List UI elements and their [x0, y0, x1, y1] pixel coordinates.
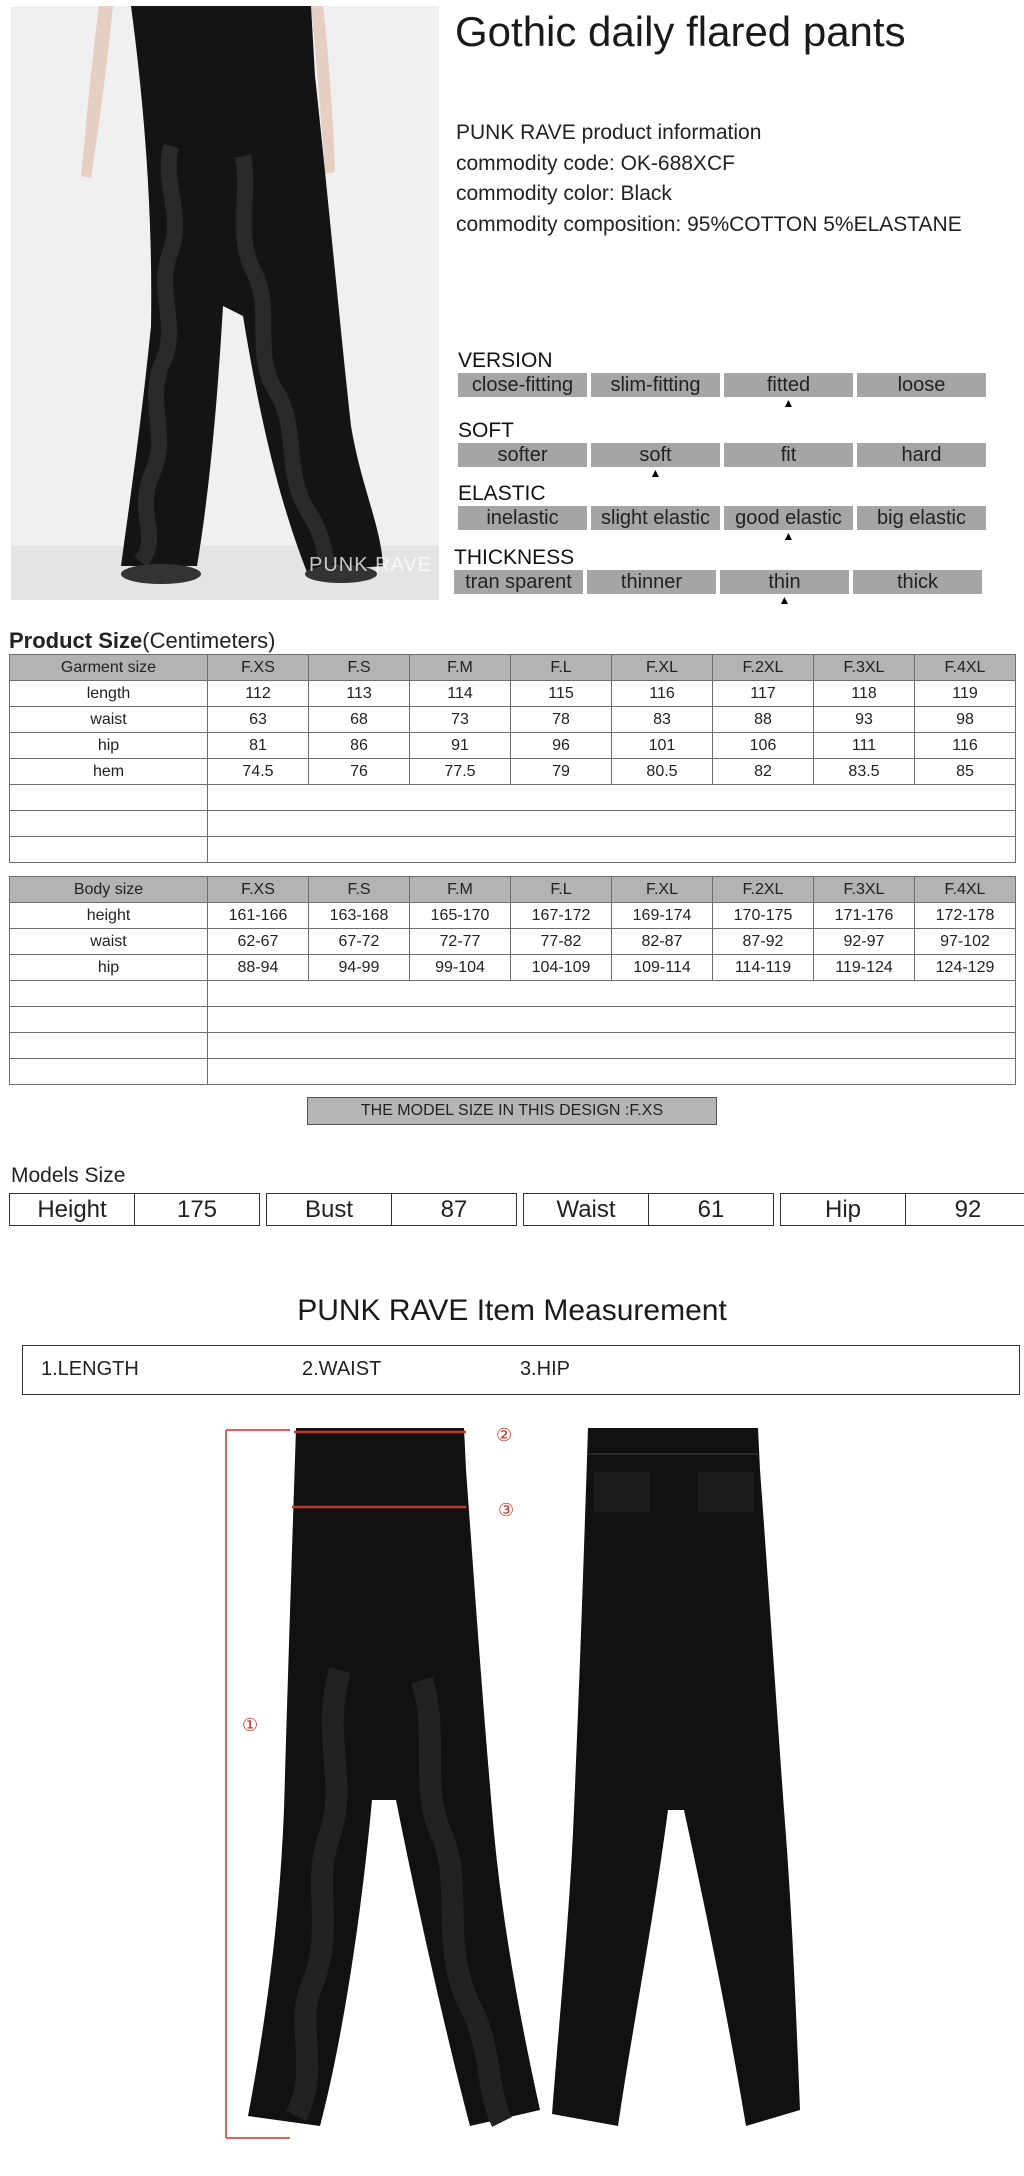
front-pants	[248, 1428, 540, 2126]
info-brand: PUNK RAVE product information	[456, 121, 762, 144]
table-row-empty	[10, 981, 1016, 1007]
attr-option-selected: soft ▲	[591, 443, 720, 467]
attr-option-selected: fitted ▲	[724, 373, 853, 397]
attr-option: hard	[857, 443, 986, 467]
attr-option: big elastic	[857, 506, 986, 530]
info-color: commodity color: Black	[456, 182, 672, 205]
table-header-row: Body size F.XS F.S F.M F.L F.XL F.2XL F.3XL F.4XL	[10, 877, 1016, 903]
attr-option: slim-fitting	[591, 373, 720, 397]
model-label: Hip	[824, 1196, 861, 1223]
attr-version	[458, 349, 986, 410]
back-pocket-left	[594, 1472, 650, 1512]
model-value: 87	[391, 1194, 516, 1225]
attr-option: thick	[853, 570, 982, 594]
attr-option-selected: thin ▲	[720, 570, 849, 594]
marker-length: ①	[242, 1715, 259, 1736]
table-row: hem 74.5 76 77.5 79 80.5 82 83.5 85	[10, 759, 1016, 785]
model-value: 175	[134, 1194, 259, 1225]
table-row: length 112 113 114 115 116 117 118 119	[10, 681, 1016, 707]
back-pants	[552, 1428, 800, 2126]
product-size-table	[9, 654, 1016, 863]
selected-marker-icon: ▲	[778, 593, 791, 607]
measurement-legend	[22, 1345, 1020, 1395]
model-label: Height	[37, 1196, 107, 1223]
attr-option: slight elastic	[591, 506, 720, 530]
info-code: commodity code: OK-688XCF	[456, 151, 735, 175]
table-row: hip 88-94 94-99 99-104 104-109 109-114 114-119 119-124 124-129	[10, 955, 1016, 981]
model-value: 92	[905, 1194, 1024, 1225]
legend-hip: 3.HIP	[520, 1358, 571, 1380]
selected-marker-icon: ▲	[782, 529, 795, 543]
info-composition: commodity composition: 95%COTTON 5%ELASTANE	[456, 212, 962, 236]
selected-marker-icon: ▲	[649, 466, 662, 480]
table-row-empty	[10, 1007, 1016, 1033]
table-row: hip 81 86 91 96 101 106 111 116	[10, 733, 1016, 759]
model-value: 61	[648, 1194, 773, 1225]
legend-waist: 2.WAIST	[302, 1358, 382, 1380]
attr-option: thinner	[587, 570, 716, 594]
product-info	[456, 118, 962, 240]
models-size-title: Models Size	[11, 1164, 126, 1187]
photo-watermark: PUNK RAVE	[309, 554, 433, 576]
measurement-diagram	[200, 1410, 840, 2155]
attr-option: tran sparent	[454, 570, 583, 594]
attr-option: softer	[458, 443, 587, 467]
attr-option: close-fitting	[458, 373, 587, 397]
models-size-row	[9, 1193, 1024, 1226]
attr-option: loose	[857, 373, 986, 397]
marker-hip: ③	[498, 1500, 515, 1521]
table-row-empty	[10, 785, 1016, 811]
back-pocket-right	[698, 1472, 754, 1512]
attr-label: SOFT	[458, 419, 514, 442]
attr-option: fit	[724, 443, 853, 467]
table-row-empty	[10, 837, 1016, 863]
model-waist	[523, 1193, 774, 1226]
table-row-empty	[10, 1059, 1016, 1085]
legend-length: 1.LENGTH	[41, 1358, 139, 1380]
table-row-empty	[10, 811, 1016, 837]
body-size-table	[9, 876, 1016, 1085]
measurement-title: PUNK RAVE Item Measurement	[297, 1294, 727, 1327]
model-label: Waist	[556, 1196, 616, 1223]
attr-option: inelastic	[458, 506, 587, 530]
attr-soft	[458, 419, 986, 480]
product-title: Gothic daily flared pants	[455, 8, 906, 55]
selected-marker-icon: ▲	[782, 396, 795, 410]
marker-waist: ②	[496, 1425, 513, 1446]
attr-elastic	[458, 482, 986, 543]
attr-thickness	[454, 546, 982, 607]
table-row-empty	[10, 1033, 1016, 1059]
model-hip	[780, 1193, 1024, 1226]
table-row: waist 62-67 67-72 72-77 77-82 82-87 87-92 92-97 97-102	[10, 929, 1016, 955]
product-size-title: Product Size(Centimeters)	[9, 628, 276, 653]
model-size-note: THE MODEL SIZE IN THIS DESIGN :F.XS	[307, 1097, 717, 1125]
attr-label: VERSION	[458, 349, 553, 372]
model-wearing-pants-illustration	[11, 6, 439, 600]
attr-label: ELASTIC	[458, 482, 546, 505]
attr-label: THICKNESS	[454, 546, 575, 569]
table-row: height 161-166 163-168 165-170 167-172 169-174 170-175 171-176 172-178	[10, 903, 1016, 929]
model-bust	[266, 1193, 517, 1226]
pants-measurement-svg	[200, 1410, 840, 2150]
product-photo	[11, 6, 439, 600]
table-header-row: Garment size F.XS F.S F.M F.L F.XL F.2XL F.3XL F.4XL	[10, 655, 1016, 681]
table-row: waist 63 68 73 78 83 88 93 98	[10, 707, 1016, 733]
model-height	[9, 1193, 260, 1226]
model-label: Bust	[304, 1196, 354, 1223]
attr-option-selected: good elastic ▲	[724, 506, 853, 530]
